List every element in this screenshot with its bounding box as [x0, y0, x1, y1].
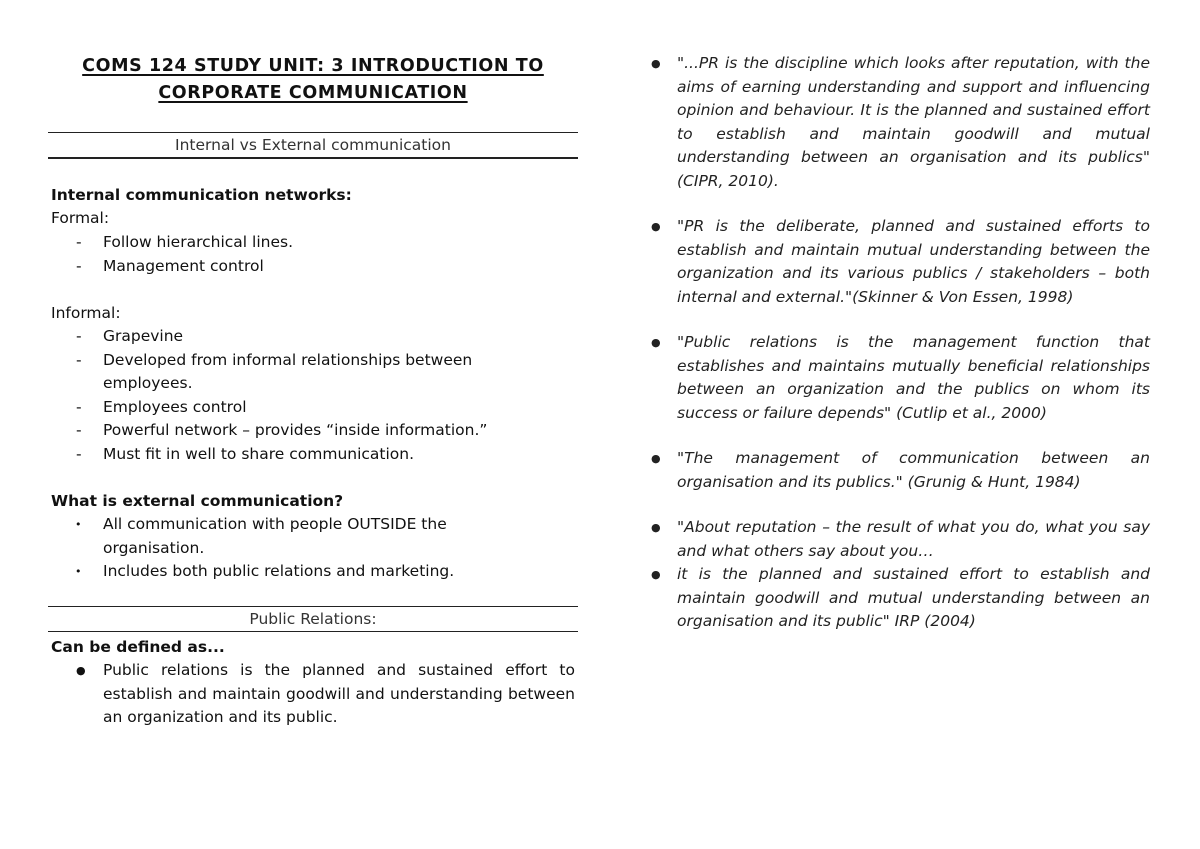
- quote-item: ● "PR is the deliberate, planned and sustained efforts to establish and maintain mutual understanding between the organization and its various publics / stakeholders – both internal and external."(Skinner & Von Essen, 1998): [650, 215, 1150, 309]
- quote-item: ● "About reputation – the result of what you do, what you say and what others say about you…: [650, 516, 1150, 563]
- internal-networks-heading: Internal communication networks:: [51, 186, 352, 204]
- external-list: [48, 513, 543, 584]
- list-item: - Follow hierarchical lines.: [48, 231, 543, 255]
- quote-item: ● it is the planned and sustained effort to establish and maintain goodwill and mutual understanding between an organisation and its public" IRP (2004): [650, 563, 1150, 634]
- list-item: - Management control: [48, 255, 543, 279]
- defined-list: [48, 659, 575, 730]
- section-heading-internal-external: Internal vs External communication: [48, 132, 578, 159]
- section-heading-public-relations: Public Relations:: [48, 606, 578, 632]
- formal-list: [48, 231, 543, 278]
- formal-label: Formal:: [51, 209, 110, 227]
- list-item: • All communication with people OUTSIDE the organisation.: [48, 513, 543, 560]
- list-item: - Grapevine: [48, 325, 543, 349]
- list-item: - Powerful network – provides “inside information.”: [48, 419, 543, 443]
- list-item: - Developed from informal relationships between employees.: [48, 349, 543, 396]
- informal-label: Informal:: [51, 304, 121, 322]
- defined-heading: Can be defined as...: [51, 638, 225, 656]
- page-title: COMS 124 STUDY UNIT: 3 INTRODUCTION TO CORPORATE COMMUNICATION: [82, 56, 544, 103]
- pr-definitions-list: [650, 52, 1150, 634]
- list-item: - Employees control: [48, 396, 543, 420]
- quote-item: ● "The management of communication between an organisation and its publics." (Grunig & Hunt, 1984): [650, 447, 1150, 494]
- external-heading: What is external communication?: [51, 492, 344, 510]
- informal-list: [48, 325, 543, 466]
- list-item: • Includes both public relations and marketing.: [48, 560, 543, 584]
- quote-item: ● "Public relations is the management function that establishes and maintains mutually beneficial relationships between an organization and the publics on whom its success or failure depends" (Cutlip et al., 2000): [650, 331, 1150, 425]
- quote-item: ● "...PR is the discipline which looks after reputation, with the aims of earning understanding and support and influencing opinion and behaviour. It is the planned and sustained effort to establish and maintain goodwill and mutual understanding between an organisation and its publics" (CIPR, 2010).: [650, 52, 1150, 193]
- list-item: - Must fit in well to share communication.: [48, 443, 543, 467]
- list-item: ● Public relations is the planned and sustained effort to establish and maintain goodwill and understanding between an organization and its public.: [48, 659, 575, 730]
